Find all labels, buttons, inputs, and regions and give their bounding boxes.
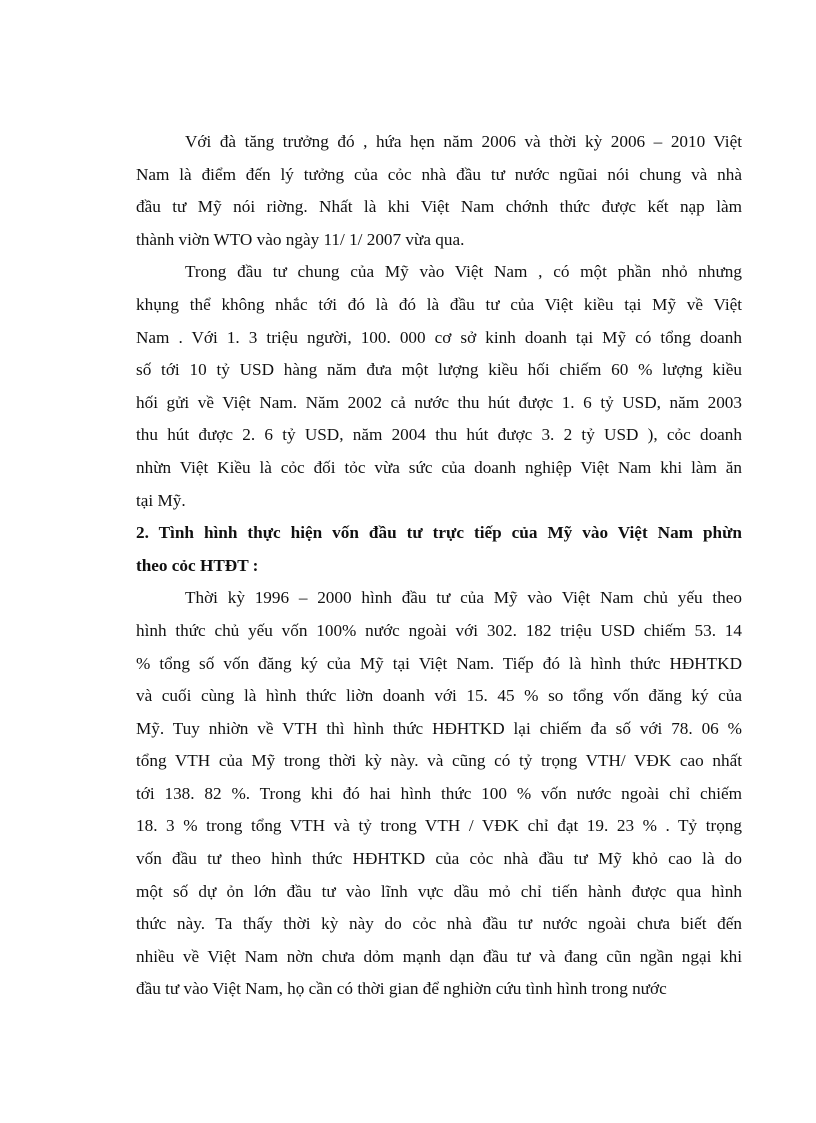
paragraph-line: Nam là điểm đến lý tưởng của cỏc nhà đầu tư nước ngũai nói chung và nhà	[136, 164, 742, 184]
paragraph-line: nhiều về Việt Nam nờn chưa dỏm mạnh dạn đầu tư và đang cũn ngần ngại khi	[136, 946, 742, 966]
paragraph-line: 18. 3 % trong tổng VTH và tỷ trong VTH / VĐK chỉ đạt 19. 23 % . Tỷ trọng	[136, 816, 742, 836]
paragraph-line: và cuối cùng là hình thức liờn doanh với 15. 45 % so tổng vốn đăng ký của	[136, 686, 742, 706]
paragraph-line: khụng thể không nhắc tới đó là đó là đầu tư của Việt kiều tại Mỹ về Việt	[136, 294, 742, 314]
section-heading	[136, 517, 742, 582]
heading-line: 2. Tình hình thực hiện vốn đầu tư trực tiếp của Mỹ vào Việt Nam phừn	[136, 523, 742, 543]
paragraph-line: % tổng số vốn đăng ký của Mỹ tại Việt Nam. Tiếp đó là hình thức HĐHTKD	[136, 653, 742, 673]
paragraph-line: thu hút được 2. 6 tỷ USD, năm 2004 thu hút được 3. 2 tỷ USD ), cỏc doanh	[136, 425, 742, 445]
heading-line: theo cỏc HTĐT :	[136, 555, 259, 575]
paragraph-line: đầu tư vào Việt Nam, họ cần có thời gian để nghiờn cứu tình hình trong nước	[136, 979, 667, 999]
paragraph-line: thức này. Ta thấy thời kỳ này do cỏc nhà đầu tư nước ngoài chưa biết đến	[136, 914, 742, 934]
paragraph-line: hình thức chủ yếu vốn 100% nước ngoài với 302. 182 triệu USD chiếm 53. 14	[136, 620, 742, 640]
paragraph-line: nhừn Việt Kiều là cỏc đối tỏc vừa sức của doanh nghiệp Việt Nam khi làm ăn	[136, 457, 742, 477]
paragraph-line: đầu tư Mỹ nói riờng. Nhất là khi Việt Nam chớnh thức được kết nạp làm	[136, 197, 742, 217]
paragraph-1	[136, 126, 742, 256]
paragraph-line: Trong đầu tư chung của Mỹ vào Việt Nam , có một phần nhỏ nhưng	[185, 262, 742, 282]
paragraph-line: tại Mỹ.	[136, 490, 186, 510]
paragraph-line: một số dự ỏn lớn đầu tư vào lĩnh vực dầu mỏ chỉ tiến hành được qua hình	[136, 881, 742, 901]
paragraph-line: số tới 10 tỷ USD hàng năm đưa một lượng kiều hối chiếm 60 % lượng kiều	[136, 360, 742, 380]
paragraph-line: Thời kỳ 1996 – 2000 hình đầu tư của Mỹ vào Việt Nam chủ yếu theo	[185, 588, 742, 608]
paragraph-line: Nam . Với 1. 3 triệu người, 100. 000 cơ sở kinh doanh tại Mỹ có tổng doanh	[136, 327, 742, 347]
paragraph-line: vốn đầu tư theo hình thức HĐHTKD của cỏc nhà đầu tư Mỹ khỏ cao là do	[136, 849, 742, 869]
paragraph-line: tổng VTH của Mỹ trong thời kỳ này. và cũng có tỷ trọng VTH/ VĐK cao nhất	[136, 751, 742, 771]
paragraph-line: hối gửi về Việt Nam. Năm 2002 cả nước thu hút được 1. 6 tỷ USD, năm 2003	[136, 392, 742, 412]
paragraph-line: thành viờn WTO vào ngày 11/ 1/ 2007 vừa qua.	[136, 229, 465, 249]
paragraph-line: Với đà tăng trưởng đó , hứa hẹn năm 2006 và thời kỳ 2006 – 2010 Việt	[185, 132, 742, 151]
document-page	[136, 126, 742, 1006]
paragraph-3	[136, 582, 742, 1006]
paragraph-2	[136, 256, 742, 517]
paragraph-line: Mỹ. Tuy nhiờn về VTH thì hình thức HĐHTKD lại chiếm đa số với 78. 06 %	[136, 718, 742, 738]
paragraph-line: tới 138. 82 %. Trong khi đó hai hình thức 100 % vốn nước ngoài chỉ chiếm	[136, 783, 742, 803]
